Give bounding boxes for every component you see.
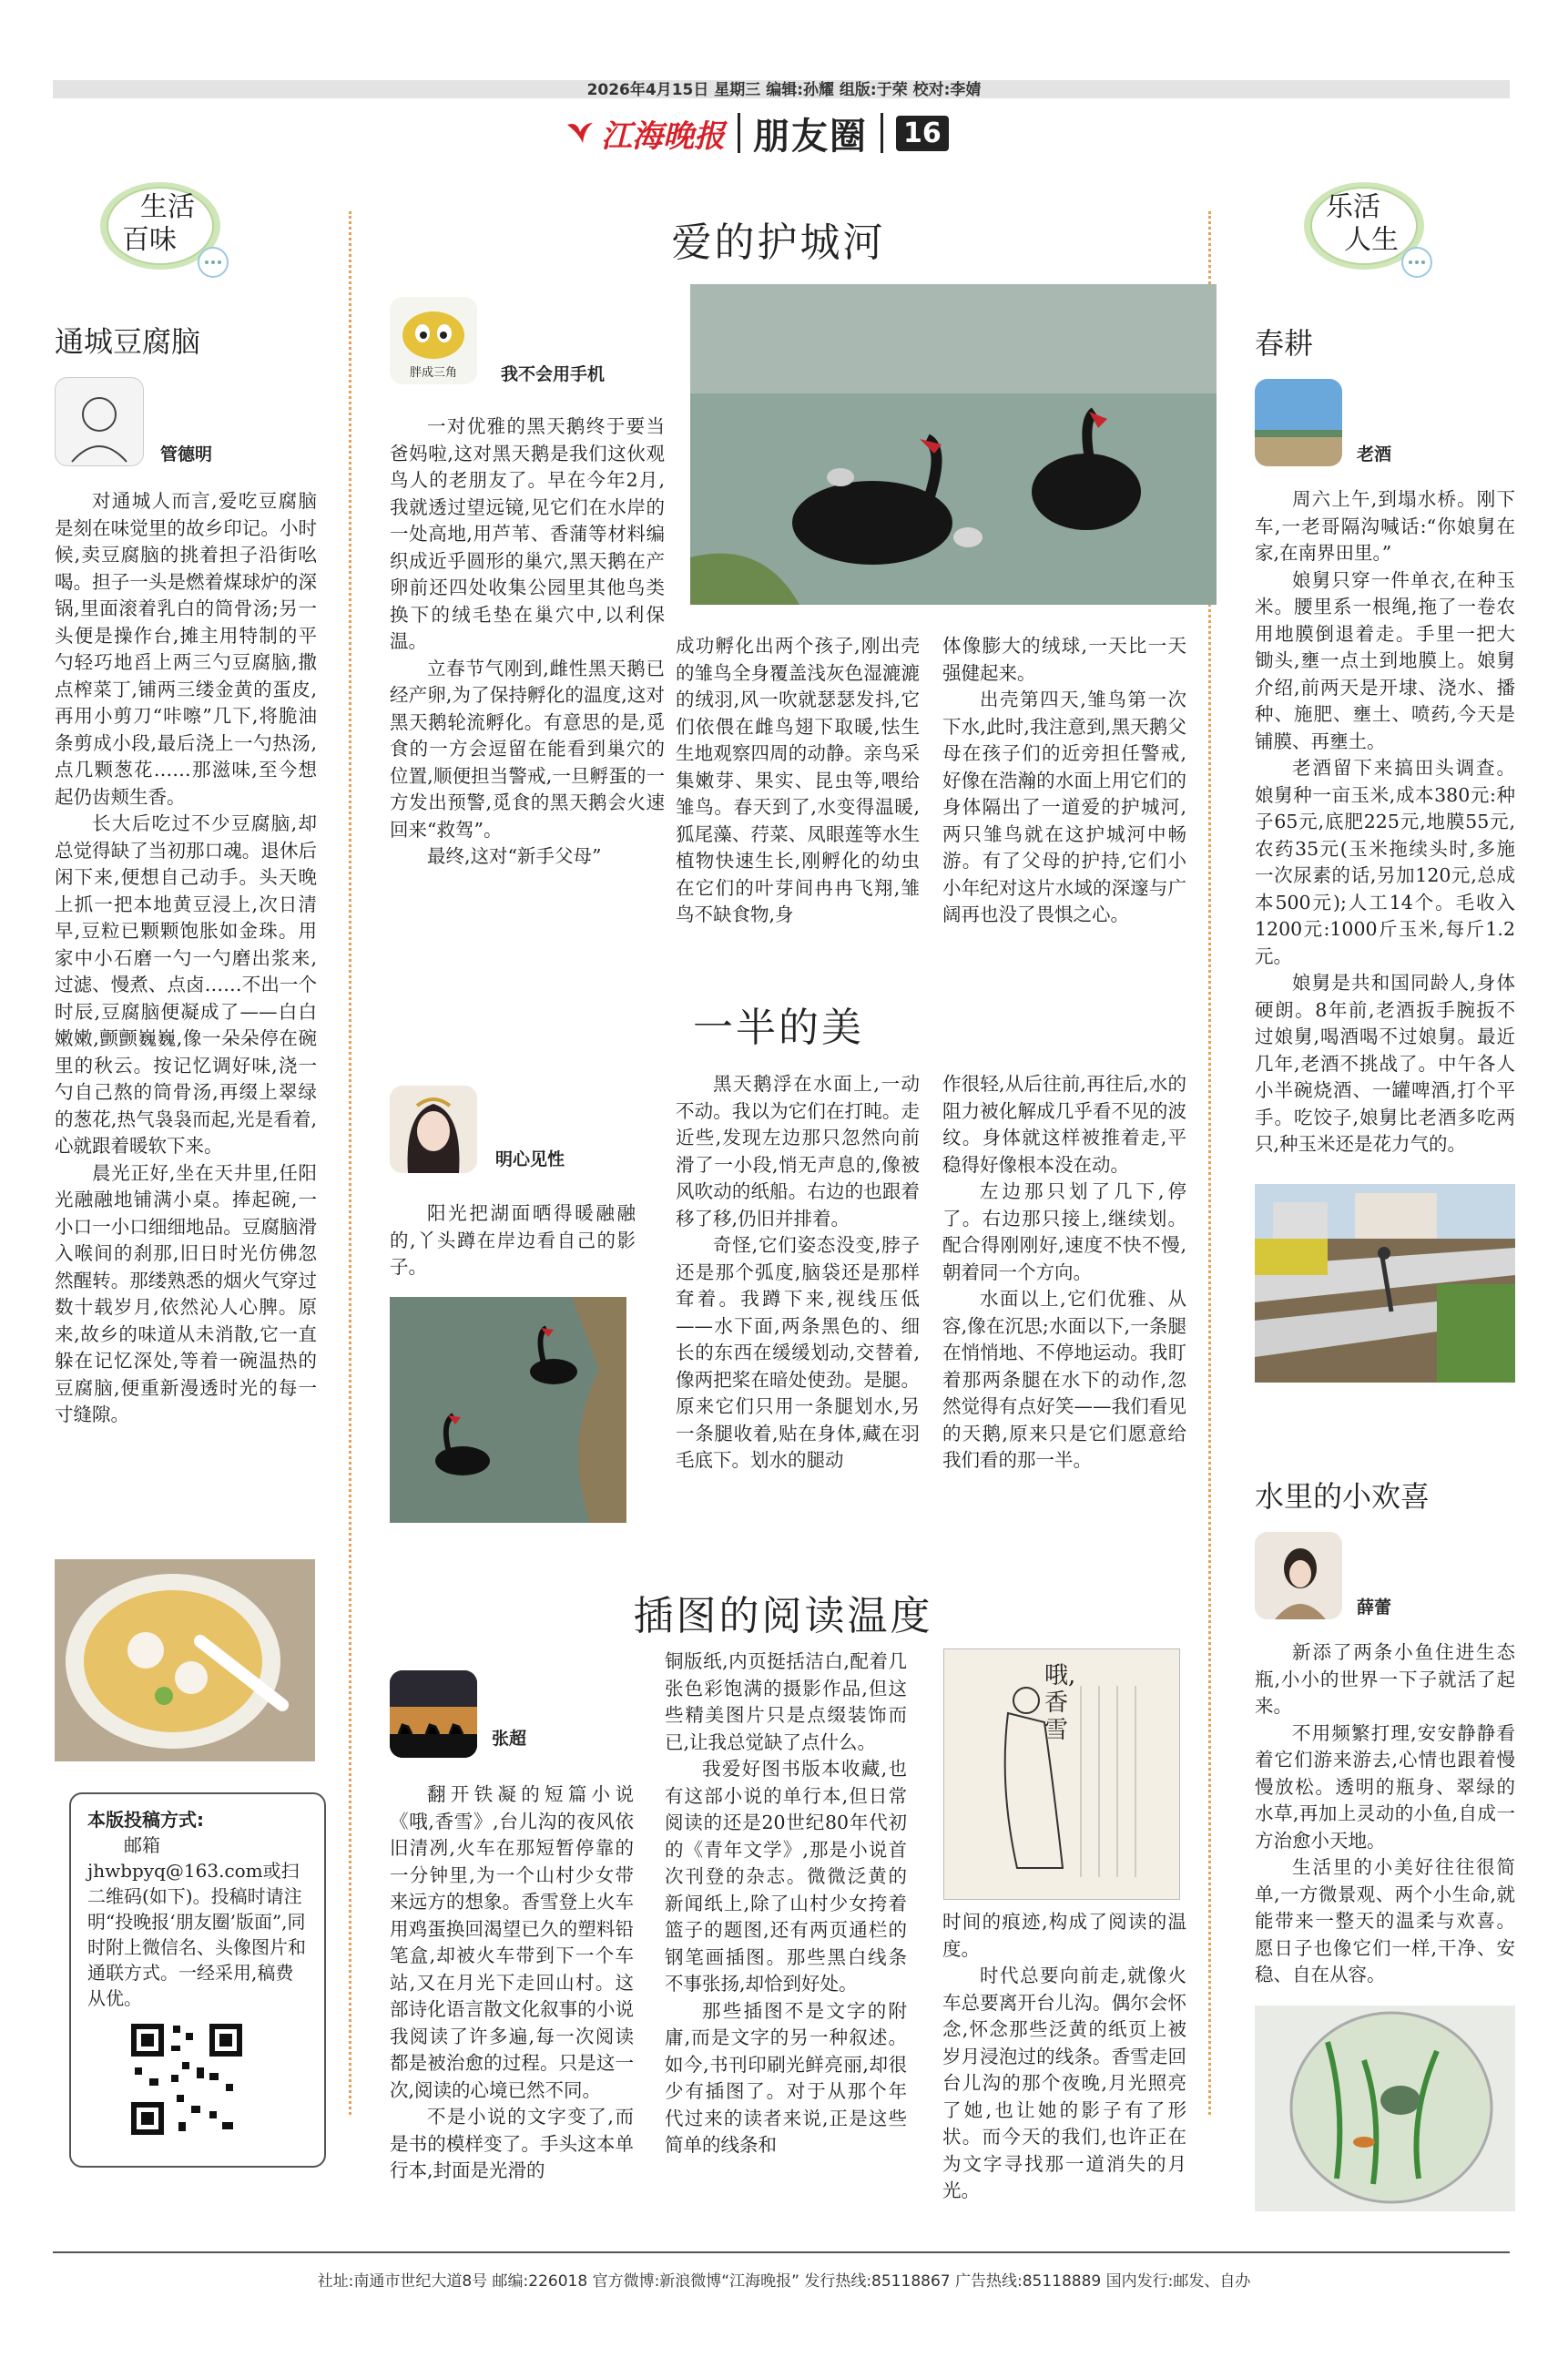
paragraph: 作很轻,从后往前,再往后,水的阻力被化解成几乎看不见的波纹。身体就这样被推着走,平稳得好像根本没在动。 <box>942 1073 1186 1176</box>
paragraph: 左边那只划了几下,停了。右边那只接上,继续划。配合得刚刚好,速度不快不慢,朝着同一个方向。 <box>942 1180 1186 1283</box>
illustration-title: 哦,香雪 <box>1044 1662 1076 1744</box>
article-body-col3 <box>942 1071 1186 1475</box>
paragraph: 长大后吃过不少豆腐脑,却总觉得缺了当初那口魂。退休后闲下来,便想自己动手。头天晚上抓一把本地黄豆浸上,次日清早,豆粒已颗颗饱胀如金珠。用家中小石磨一勺一勺磨出浆来,过滤、慢煮、点卤……不出一个时辰,豆腐脑便凝成了——白白嫩嫩,颤颤巍巍,像一朵朵停在碗里的秋云。按记忆调好味,浇一勺自己熬的筒骨汤,再缀上翠绿的葱花,热气袅袅而起,光是看着,心就跟着暖软下来。 <box>55 812 317 1157</box>
badge-line2: 百味 <box>122 224 177 256</box>
article-body <box>1255 486 1515 1158</box>
paragraph: 水面以上,它们优雅、从容,像在沉思;水面以下,一条腿在悄悄地、不停地运动。我盯着那两条腿在水下的动作,忽然觉得有点好笑——我们看见的天鹅,原来只是它们愿意给我们看的那一半。 <box>942 1288 1186 1471</box>
paragraph: 一对优雅的黑天鹅终于要当爸妈啦,这对黑天鹅是我们这伙观鸟人的老朋友了。早在今年2月,我就透过望远镜,见它们在水岸的一处高地,用芦苇、香蒲等材料编织成近乎圆形的巢穴,黑天鹅在产卵前还四处收集公园里其他鸟类换下的绒毛垫在巢穴中,以利保温。 <box>390 415 665 652</box>
paragraph: 生活里的小美好往往很简单,一方微景观、两个小生命,就能带来一整天的温柔与欢喜。愿日子也像它们一样,干净、安稳、自在从容。 <box>1255 1856 1515 1985</box>
section-name: 朋友圈 <box>753 114 868 158</box>
paragraph: 铜版纸,内页挺括洁白,配着几张色彩饱满的摄影作品,但这些精美图片只是点缀装饰而已,让我总觉缺了点什么。 <box>665 1650 907 1753</box>
article-body <box>390 413 665 871</box>
article-title: 通城豆腐脑 <box>55 324 201 359</box>
footer-info: 社址:南通市世纪大道8号 邮编:226018 官方微博:新浪微博“江海晚报” 发行热线:85118867 广告热线:85118889 国内发行:邮发、自办 <box>317 2272 1251 2291</box>
paragraph: 娘舅只穿一件单衣,在种玉米。腰里系一根绳,拖了一卷农用地膜倒退着走。手里一把大锄头,壅一点土到地膜上。娘舅介绍,前两天是开埭、浇水、播种、施肥、壅土、喷药,今天是铺膜、再壅土。 <box>1255 568 1515 752</box>
paragraph: 阳光把湖面晒得暖融融的,丫头蹲在岸边看自己的影子。 <box>390 1202 636 1278</box>
paragraph: 不用频繁打理,安安静静看着它们游来游去,心情也跟着慢慢放松。透明的瓶身、翠绿的水草,再加上灵动的小鱼,自成一方治愈小天地。 <box>1255 1721 1515 1852</box>
tofu-photo <box>55 1559 315 1761</box>
article-body <box>1255 1639 1515 1989</box>
badge-joy <box>1300 179 1437 282</box>
paragraph: 那些插图不是文字的附庸,而是文字的另一种叙述。如今,书刊印刷光鲜亮丽,却很少有插图了。对于从那个年代过来的读者来说,正是这些简单的线条和 <box>665 1999 907 2156</box>
badge-life <box>97 179 233 282</box>
paragraph: 周六上午,到塌水桥。刚下车,一老哥隔沟喊话:“你娘舅在家,在南界田里。” <box>1255 488 1515 564</box>
avatar <box>390 1670 477 1758</box>
article-body-col3 <box>942 633 1186 929</box>
author-name: 张超 <box>492 1729 527 1749</box>
article-body-col2 <box>676 1071 920 1475</box>
qr-code-icon[interactable] <box>127 2020 246 2138</box>
submission-box <box>69 1792 326 2168</box>
landscape-avatar-icon <box>1255 379 1342 466</box>
woman-avatar-icon <box>1255 1532 1342 1619</box>
badge-text <box>122 191 195 257</box>
fish-bottle-photo <box>1255 2006 1515 2211</box>
footer-line <box>53 2251 1510 2253</box>
article-body <box>55 488 317 1429</box>
badge-line1: 生活 <box>140 191 195 223</box>
paragraph: 立春节气刚到,雌性黑天鹅已经产卵,为了保持孵化的温度,这对黑天鹅轮流孵化。有意思的是,觅食的一方会逗留在能看到巢穴的位置,顺便担当警戒,一旦孵蛋的一方发出预警,觅食的黑天鹅会火速回来“救驾”。 <box>390 657 665 841</box>
paragraph: 翻开铁凝的短篇小说《哦,香雪》,台儿沟的夜风依旧清冽,火车在那短暂停靠的一分钟里,为一个山村少女带来远方的想象。香雪登上火车用鸡蛋换回渴望已久的塑料铅笔盒,却被火车带到下一个车站,又在月光下走回山村。这部诗化语言散文化叙事的小说我阅读了许多遍,每一次阅读都是被治愈的过程。只是这一次,阅读的心境已然不同。 <box>390 1783 634 2101</box>
column-divider-left <box>349 211 351 2115</box>
woman-portrait-icon <box>390 1086 477 1173</box>
author-name: 管德明 <box>160 444 213 464</box>
paragraph: 出壳第四天,雏鸟第一次下水,此时,我注意到,黑天鹅父母在孩子们的近旁担任警戒,好像在浩瀚的水面上用它们的身体隔出了一道爱的护城河,两只雏鸟就在这护城河中畅游。有了父母的护持,它们小小年纪对这片水域的深邃与广阔再也没了畏惧之心。 <box>942 689 1186 925</box>
article-title: 春耕 <box>1255 326 1314 361</box>
paragraph: 我爱好图书版本收藏,也有这部小说的单行本,但日常阅读的还是20世纪80年代初的《青年文学》,那是小说首次刊登的杂志。微微泛黄的新闻纸上,除了山村少女挎着篮子的题图,还有两页通栏的钢笔画插图。那些黑白线条不事张扬,却恰到好处。 <box>665 1758 907 1995</box>
paragraph: 成功孵化出两个孩子,刚出壳的雏鸟全身覆盖浅灰色湿漉漉的绒羽,风一吹就瑟瑟发抖,它们依偎在雌鸟翅下取暖,怯生生地观察四周的动静。亲鸟采集嫩芽、果实、昆虫等,喂给雏鸟。春天到了,水变得温暖,狐尾藻、荇菜、凤眼莲等水生植物快速生长,刚孵化的幼虫在它们的叶芽间冉冉飞翔,雏鸟不缺食物,身 <box>676 635 920 925</box>
article-body <box>390 1781 634 2185</box>
paragraph: 黑天鹅浮在水面上,一动不动。我以为它们在打盹。走近些,发现左边那只忽然向前滑了一小段,悄无声息的,像被风吹动的纸船。右边的也跟着移了移,仍旧并排着。 <box>676 1073 920 1230</box>
paragraph: 老酒留下来搞田头调查。娘舅种一亩玉米,成本380元:种子65元,底肥225元,地膜55元,农药35元(玉米拖续头时,多施一次尿素的话,另加120元,总成本500元);人工14个。毛收入1200元:1000斤玉米,每斤1.2元。 <box>1255 757 1515 967</box>
submission-text: 邮箱jhwbpyq@163.com或扫二维码(如下)。投稿时请注明“投晚报‘朋友圈’版面”,同时附上微信名、头像图片和通联方式。一经采用,稿费从优。 <box>87 1834 306 2009</box>
masthead-divider-2 <box>881 113 883 153</box>
avatar <box>1255 379 1342 466</box>
badge-line2: 人生 <box>1344 224 1399 256</box>
article-title: 插图的阅读温度 <box>633 1593 933 1639</box>
avatar <box>390 297 477 384</box>
author-name: 薛蕾 <box>1357 1597 1392 1618</box>
farm-photo <box>1255 1184 1515 1383</box>
paper-logo <box>565 111 725 156</box>
masthead-divider <box>738 113 740 153</box>
avatar <box>55 377 144 466</box>
swans-lake-photo <box>390 1297 626 1523</box>
author-name: 老酒 <box>1357 444 1392 464</box>
article-body-col2 <box>676 633 920 929</box>
book-illustration <box>943 1648 1180 1900</box>
badge-text <box>1326 191 1399 257</box>
paragraph: 体像膨大的绒球,一天比一天强健起来。 <box>942 635 1186 684</box>
avatar <box>1255 1532 1342 1619</box>
article-title: 一半的美 <box>693 1005 864 1051</box>
article-title: 爱的护城河 <box>671 219 886 266</box>
black-swan-photo <box>690 284 1217 605</box>
article-intro <box>390 1200 636 1281</box>
paragraph: 时代总要向前走,就像火车总要离开台儿沟。偶尔会怀念,怀念那些泛黄的纸页上被岁月浸泡过的线条。香雪走回台儿沟的那个夜晚,月光照亮了她,也让她的影子有了形状。而今天的我们,也许正在为文字寻找那一道消失的月光。 <box>942 1965 1186 2201</box>
submission-heading: 本版投稿方式: <box>87 1809 204 1831</box>
paragraph: 娘舅是共和国同龄人,身体硬朗。8年前,老酒扳手腕扳不过娘舅,喝酒喝不过娘舅。最近几年,老酒不挑战了。中午各人小半碗烧酒、一罐啤酒,打个平手。吃饺子,娘舅比老酒多吃两只,种玉米还是花力气的。 <box>1255 972 1515 1155</box>
paragraph: 奇怪,它们姿态没变,脖子还是那个弧度,脑袋还是那样耷着。我蹲下来,视线压低——水下面,两条黑色的、细长的东西在缓缓划动,交替着,像两把桨在暗处使劲。是腿。原来它们只用一条腿划水,另一条腿收着,贴在身体,藏在羽毛底下。划水的腿动 <box>676 1234 920 1471</box>
author-name: 我不会用手机 <box>501 364 606 384</box>
sketch-portrait-icon <box>56 378 143 465</box>
dateline: 2026年4月15日 星期三 编辑:孙耀 组版:于荣 校对:李婧 <box>586 81 982 99</box>
paragraph: 最终,这对“新手父母” <box>427 845 602 867</box>
page-number: 16 <box>896 116 949 151</box>
paragraph: 晨光正好,坐在天井里,任阳光融融地铺满小桌。捧起碗,一小口一小口细细地品。豆腐脑滑入喉间的刹那,旧日时光仿佛忽然醒转。那缕熟悉的烟火气穿过数十载岁月,依然沁人心脾。原来,故乡的味道从未消散,它一直躲在记忆深处,等着一碗温热的豆腐脑,便重新漫透时光的每一寸缝隙。 <box>55 1161 317 1425</box>
logo-swoosh-icon <box>565 117 596 148</box>
avatar <box>390 1086 477 1173</box>
sunset-camels-icon <box>390 1670 477 1758</box>
paper-name: 江海晚报 <box>601 117 725 155</box>
paragraph: 对通城人而言,爱吃豆腐脑是刻在味觉里的故乡印记。小时候,卖豆腐脑的挑着担子沿街吆喝。担子一头是燃着煤球炉的深锅,里面滚着乳白的筒骨汤;另一头便是操作台,摊主用特制的平勺轻巧地舀上两三勺豆腐脑,撒点榨菜丁,铺两三缕金黄的蛋皮,再用小剪刀“咔嚓”几下,将脆油条剪成小段,最后浇上一勺热汤,点几颗葱花……那滋味,至今想起仍齿颊生香。 <box>55 490 317 808</box>
badge-line1: 乐活 <box>1326 191 1380 223</box>
avatar-caption: 胖成三角 <box>409 366 457 380</box>
masthead <box>565 109 949 157</box>
paragraph: 时间的痕迹,构成了阅读的温度。 <box>942 1911 1186 1960</box>
author-name: 明心见性 <box>495 1149 565 1169</box>
paragraph: 不是小说的文字变了,而是书的模样变了。手头这本单行本,封面是光滑的 <box>390 2106 634 2181</box>
article-body-col2 <box>665 1648 907 2159</box>
paragraph: 新添了两条小鱼住进生态瓶,小小的世界一下子就活了起来。 <box>1255 1641 1515 1717</box>
article-title: 水里的小欢喜 <box>1255 1479 1431 1514</box>
article-body-col3 <box>942 1909 1186 2205</box>
